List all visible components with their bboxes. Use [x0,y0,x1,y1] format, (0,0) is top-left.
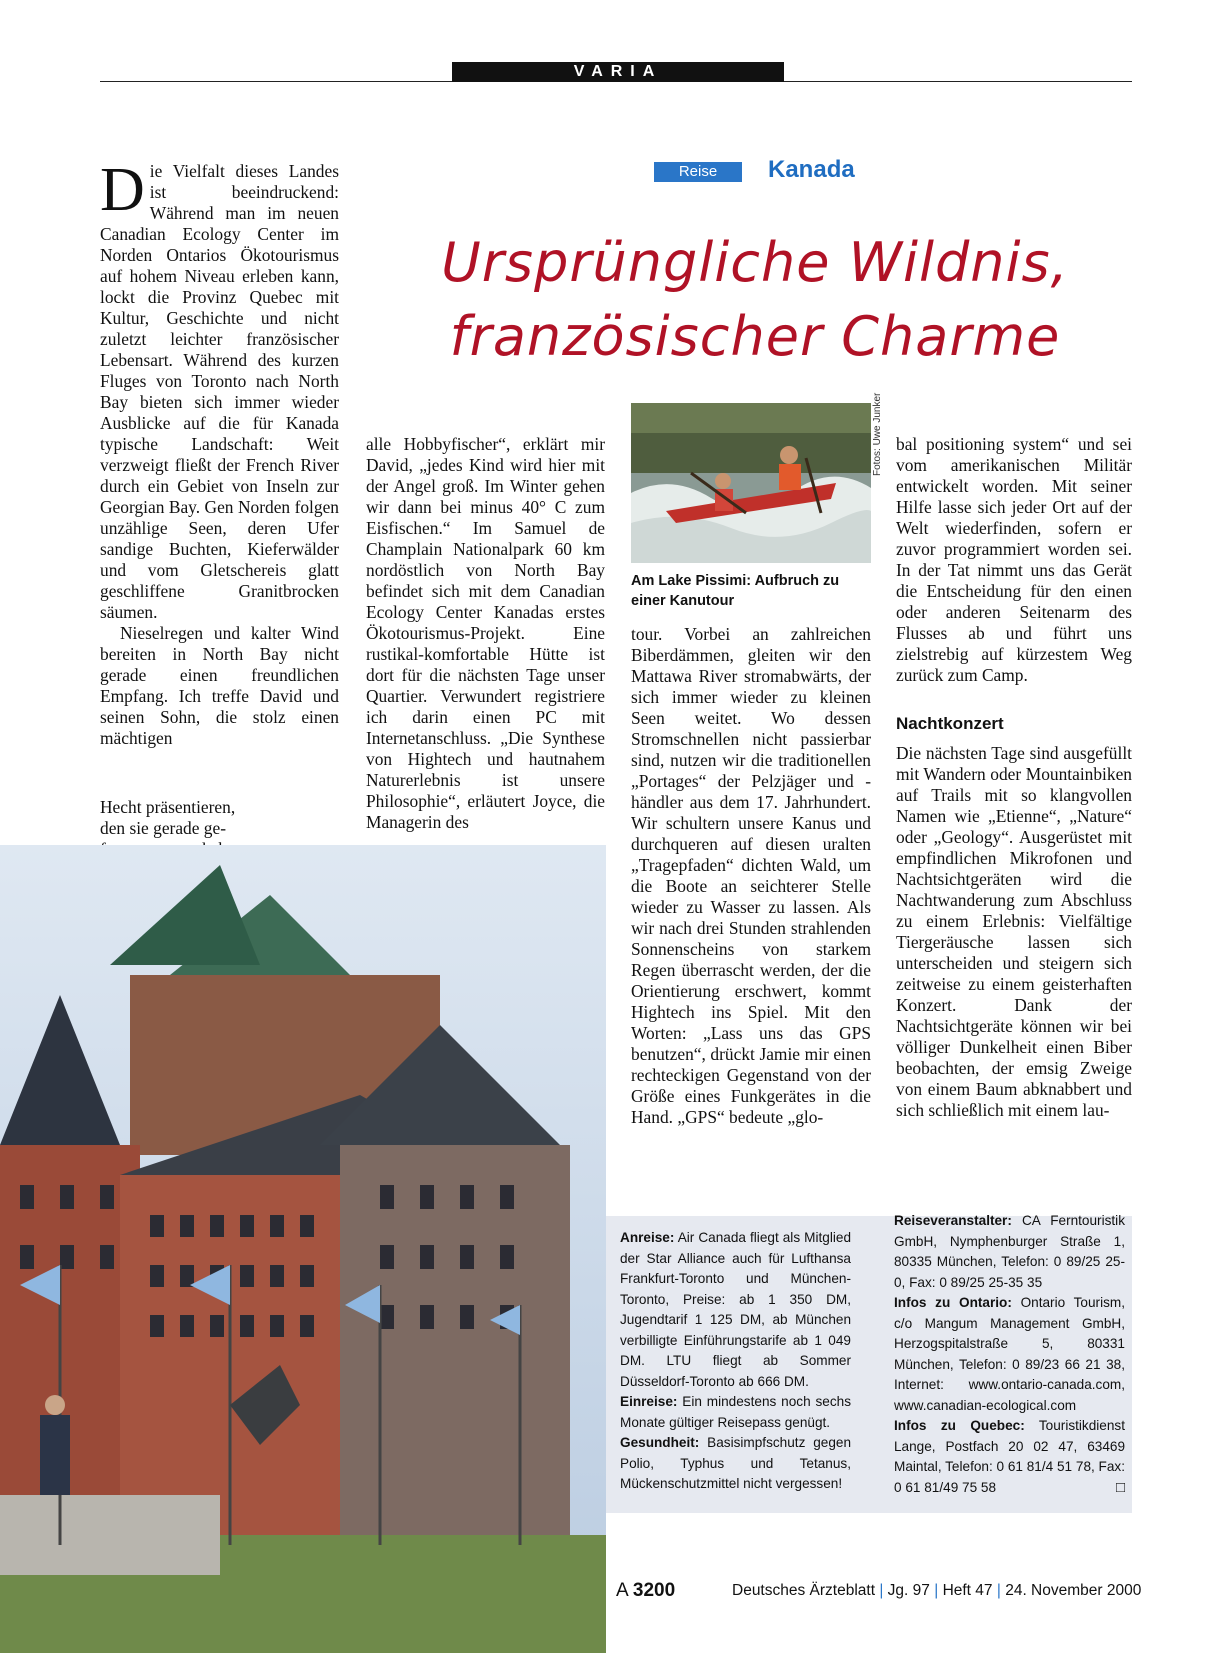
article-headline [405,226,1105,374]
canoe-caption: Am Lake Pissimi: Aufbruch zu einer Kanutour [631,573,840,609]
info-text-anreise: Air Canada fliegt als Mitglied der Star Alliance auch für Lufthansa Frankfurt-Toronto und München-Toronto, Preise: ab 1 350 DM, Jugendtarif 1 125 DM, ab München verbilligte Einführungstarife ab 1 049 DM. LTU fliegt ab Sommer Düsseldorf-Toronto ab 666 DM. [620,1230,851,1389]
info-text-veranstalter: CA Ferntouristik GmbH, Nymphenburger Straße 1, 80335 München, Telefon: 0 89/25 25-0, Fax: 0 89/25 25-35 35 [894,1213,1125,1290]
column-3 [631,624,871,1128]
journal-date: 24. November 2000 [1005,1582,1142,1599]
paragraph: Die nächsten Tage sind ausgefüllt mit Wandern oder Mountainbiken auf Trails mit so klangvollen Namen wie „Etienne“, „Nature“ oder „Geology“. Ausgerüstet mit empfindlichen Mikrofonen und Nachtsichtgeräten wird die Nachtwanderung zum Abschluss zu einem Erlebnis: Vielfältige Tiergeräusche lassen sich unterscheiden und steigern sich zeitweise zu einem geisterhaften Konzert. Dank der Nachtsichtgeräte können wir bei völliger Dunkelheit einen Biber beobachten, der emsig Zweige von einem Baum abknabbert und sich schließlich mit einem lau- [896,743,1132,1120]
column-1 [100,156,339,749]
journal-info [732,1582,1141,1600]
separator: | [879,1582,884,1599]
separator: | [996,1582,1001,1599]
column-4 [896,434,1132,1121]
article-kicker: Kanada [768,156,855,183]
journal-name: Deutsches Ärzteblatt [732,1582,876,1599]
text-line: Hecht präsentieren, [100,797,236,817]
paragraph: Nieselregen und kalter Wind bereiten in North Bay nicht gerade einen freundlichen Empfang. Ich treffe David und seinen Sohn, die stolz einen mächtigen [100,623,339,748]
info-label-ontario: Infos zu Ontario: [894,1295,1012,1310]
info-label-anreise: Anreise: [620,1230,675,1245]
headline-line-1: Ursprüngliche Wildnis, [441,231,1069,294]
info-label-quebec: Infos zu Quebec: [894,1418,1025,1433]
section-label: VARIA [452,62,784,82]
canoe-illustration [631,403,871,563]
page-prefix: A [616,1580,628,1601]
hotel-photo [0,845,606,1653]
info-column-left [620,1228,851,1495]
journal-volume: Jg. 97 [887,1582,930,1599]
category-tag: Reise [654,162,742,182]
info-label-einreise: Einreise: [620,1394,678,1409]
info-label-gesundheit: Gesundheit: [620,1435,700,1450]
info-column-right [894,1211,1125,1498]
info-box [606,1213,1132,1513]
journal-issue: Heft 47 [942,1582,993,1599]
chateau-frontenac-illustration [0,845,606,1653]
info-text-quebec: Touristikdienst Lange, Postfach 20 02 47, 63469 Maintal, Telefon: 0 61 81/4 51 78, Fax: 0 61 81/49 75 58 [894,1418,1126,1495]
photo-credit: Fotos: Uwe Junker [872,392,883,476]
headline-line-2: französischer Charme [449,305,1061,368]
subheading: Nachtkonzert [896,714,1004,733]
paragraph: bal positioning system“ und sei vom amerikanischen Militär entwickelt worden. Mit seiner Hilfe lasse sich jeder Ort auf der Welt wiederfinden, sofern er zuvor programmiert worden sei. In der Tat nimmt uns das Gerät die Entscheidung für den einen oder anderen Seitenarm des Flusses ab und führt uns zielstrebig auf kürzestem Weg zurück zum Camp. [896,434,1132,685]
end-mark-icon: □ [1115,1478,1125,1496]
info-text-einreise: Ein mindestens noch sechs Monate gültiger Reisepass genügt. [620,1394,851,1430]
info-text-ontario: Ontario Tourism, c/o Mangum Management GmbH, Herzogspitalstraße 5, 80331 München, Telefon: 0 89/23 66 21 38, Internet: www.ontario-canada.com, www.canadian-ecological.com [894,1295,1125,1413]
info-label-veranstalter: Reiseveranstalter: [894,1213,1012,1228]
page-number [616,1580,675,1602]
page-number-value: 3200 [632,1580,676,1601]
paragraph: alle Hobbyfischer“, erklärt mir David, „jedes Kind wird hier mit der Angel groß. Im Winter gehen wir dann bei minus 40° C zum Eisfischen.“ Im Samuel de Champlain Nationalpark 60 km nordöstlich von North Bay befindet sich mit dem Canadian Ecology Center Kanadas erstes Ökotourismus-Projekt. Eine rustikal-komfortable Hütte ist dort für die nächsten Tage unser Quartier. Verwundert registriere ich darin einen PC mit Internetanschluss. „Die Synthese von Hightech und hautnahem Naturerlebnis ist unsere Philosophie“, erläutert Joyce, die Managerin des [366,434,605,832]
separator: | [934,1582,939,1599]
paragraph: ie Vielfalt dieses Landes ist beeindruckend: Während man im neuen Canadian Ecology Center im Norden Ontarios Ökotourismus auf hohem Niveau erleben kann, lockt die Provinz Quebec mit Kultur, Geschichte und nicht zuletzt leichter französischer Lebensart. Während des kurzen Fluges von Toronto nach North Bay bieten sich immer wieder Ausblicke auf die für Kanada typische Landschaft: Weit verzweigt fließt der French River durch ein Gebiet von Inseln zur Georgian Bay. Gen Norden folgen unzählige Seen, deren Ufer sandige Buchten, Kieferwälder und vom Gletschereis glatt geschliffene Granitbrocken säumen. [100,161,339,622]
text-line: den sie gerade ge- [100,818,227,838]
column-2 [366,434,605,833]
info-text-gesundheit: Basisimpfschutz gegen Polio, Typhus und Tetanus, Mückenschutzmittel nicht vergessen! [620,1435,851,1491]
paragraph: tour. Vorbei an zahlreichen Biberdämmen, gleiten wir den Mattawa River stromabwärts, der sich immer wieder zu kleinen Seen weitet. Wo dessen Stromschnellen nicht passierbar sind, nutzen wir die traditionellen „Portages“ der Pelzjäger und -händler aus dem 17. Jahrhundert. Wir schultern unsere Kanus und durchqueren auf diesen uralten „Tragepfaden“ dichten Wald, um die Boote an seichterer Stelle wieder zu Wasser zu lassen. Als wir nach drei Stunden strahlenden Sonnenscheins von starkem Regen überrascht werden, der die Orientierung erschwert, kommt Hightech ins Spiel. Mit den Worten: „Lass uns das GPS benutzen“, drückt Jamie mir einen rechteckigen Gegenstand von der Größe eines Funkgerätes in die Hand. „GPS“ bedeute „glo- [631,624,871,1127]
drop-cap: D [100,156,145,224]
canoe-photo [631,403,871,563]
